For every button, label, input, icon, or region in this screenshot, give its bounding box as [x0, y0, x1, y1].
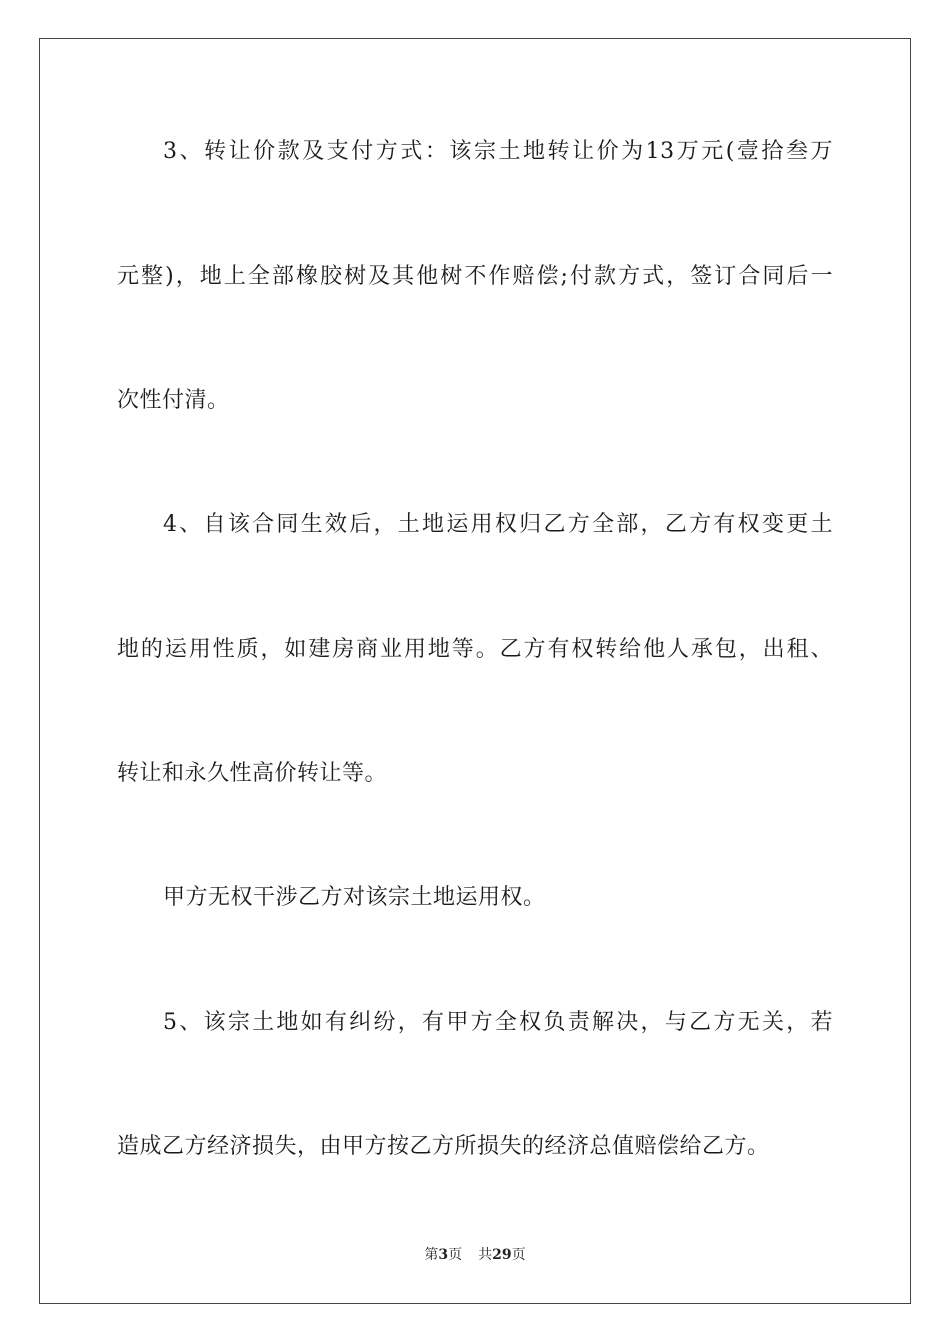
page-footer — [0, 1246, 950, 1264]
page-border — [39, 38, 911, 1304]
footer-total-suffix: 页 — [511, 1247, 526, 1263]
footer-total-prefix: 共 — [478, 1247, 493, 1263]
footer-page-number: 3 — [438, 1247, 449, 1263]
paragraph-4-line-3: 转让和永久性高价转让等。 — [117, 761, 388, 786]
paragraph-4b-line-1: 甲方无权干涉乙方对该宗土地运用权。 — [163, 885, 546, 910]
footer-page-prefix: 第 — [424, 1247, 439, 1263]
paragraph-3-line-3: 次性付清。 — [117, 388, 230, 413]
paragraph-4-line-1: 4、自该合同生效后，土地运用权归乙方全部，乙方有权变更土 — [163, 512, 833, 537]
paragraph-3-line-2: 元整)，地上全部橡胶树及其他树不作赔偿;付款方式，签订合同后一 — [117, 264, 833, 289]
paragraph-4-line-2: 地的运用性质，如建房商业用地等。乙方有权转给他人承包，出租、 — [117, 637, 833, 662]
paragraph-5-line-1: 5、该宗土地如有纠纷，有甲方全权负责解决，与乙方无关，若 — [163, 1010, 833, 1035]
paragraph-3-line-1: 3、转让价款及支付方式：该宗土地转让价为13万元(壹拾叁万 — [163, 139, 833, 164]
footer-page-suffix: 页 — [448, 1247, 463, 1263]
footer-total-pages: 29 — [492, 1247, 512, 1263]
paragraph-5-line-2: 造成乙方经济损失，由甲方按乙方所损失的经济总值赔偿给乙方。 — [117, 1134, 770, 1159]
